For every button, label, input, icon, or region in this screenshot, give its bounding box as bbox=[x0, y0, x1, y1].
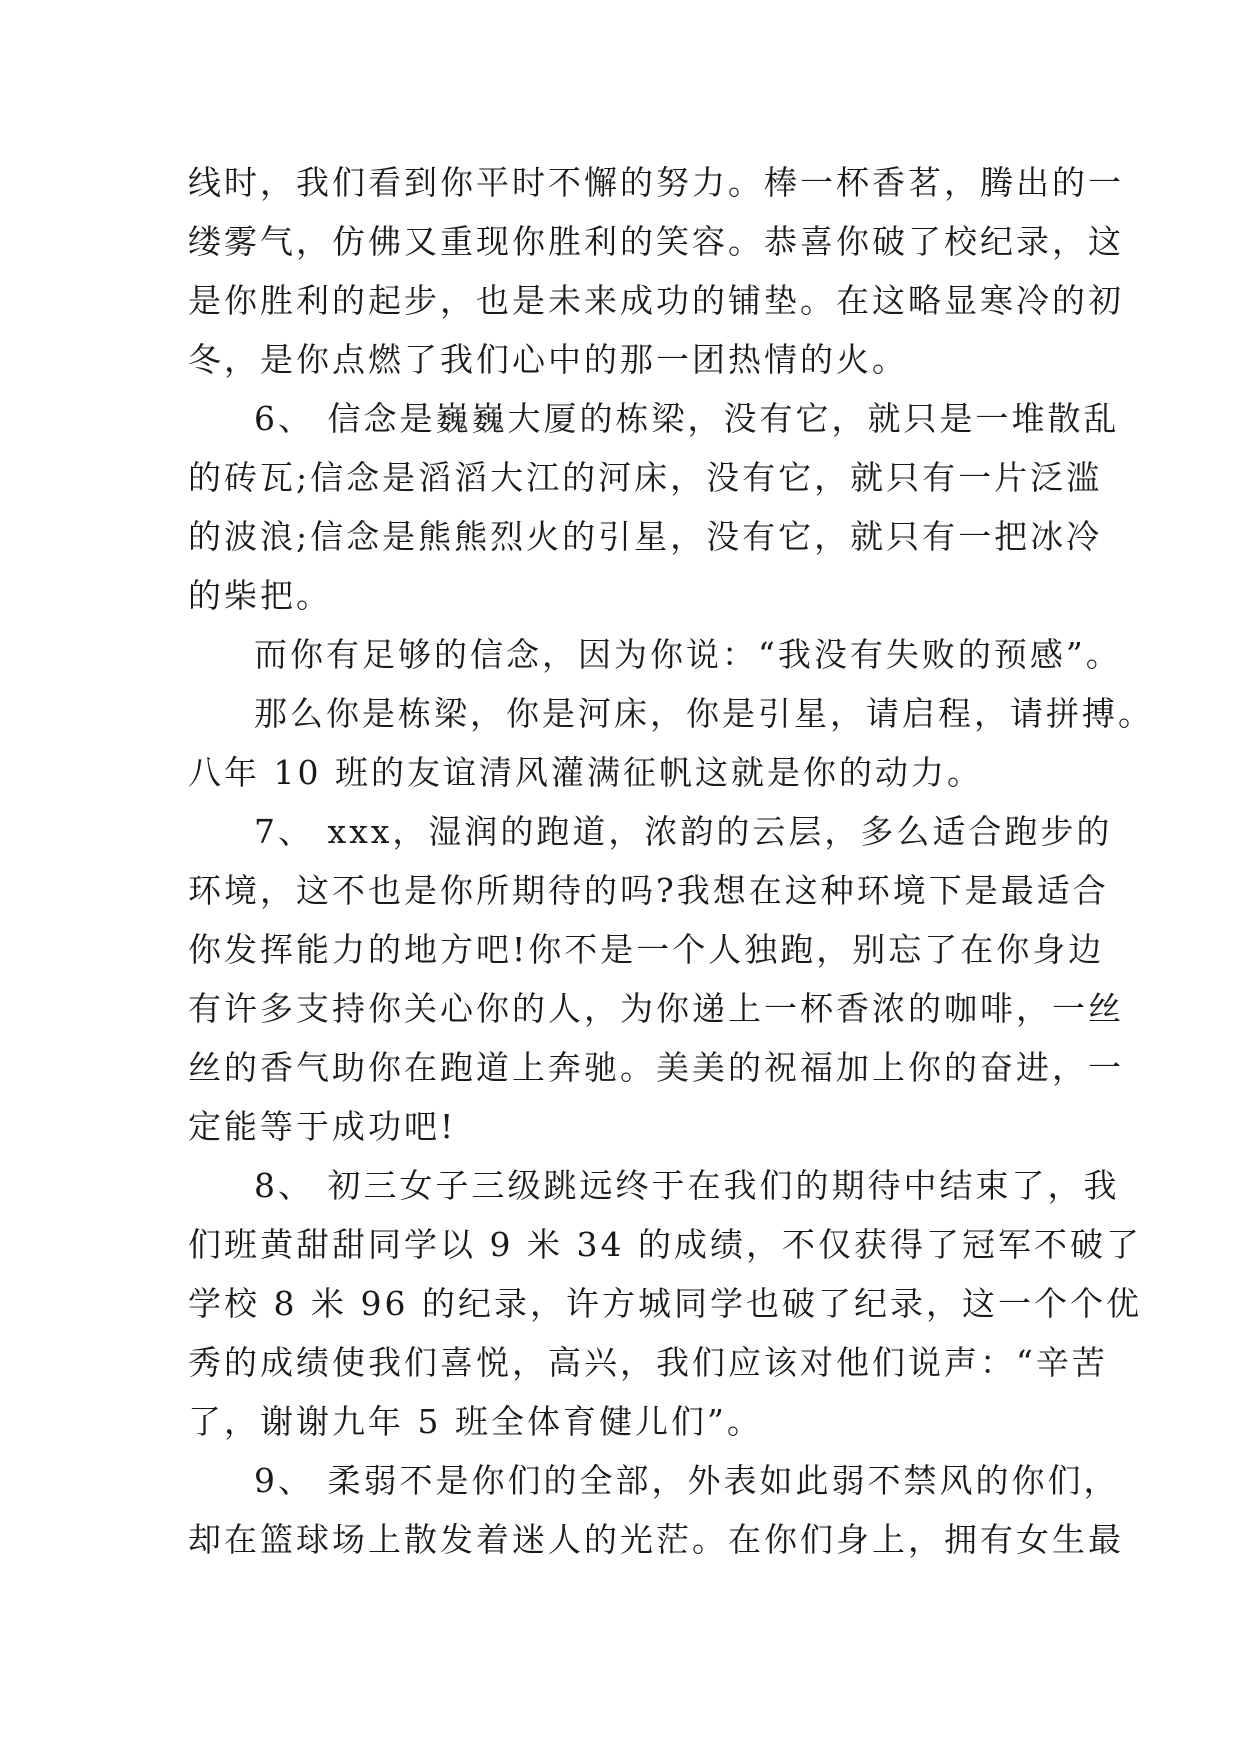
text-line: 你发挥能力的地方吧!你不是一个人独跑，别忘了在你身边 bbox=[188, 930, 1105, 969]
text-line: 而你有足够的信念，因为你说：“我没有失败的预感”。 bbox=[254, 635, 1122, 674]
paragraph-7 bbox=[188, 802, 1124, 1156]
text-line: 线时，我们看到你平时不懈的努力。棒一杯香茗，腾出的一 bbox=[188, 163, 1124, 202]
text-line: 定能等于成功吧! bbox=[188, 1107, 457, 1146]
text-line: 八年 10 班的友谊清风灌满征帆这就是你的动力。 bbox=[188, 753, 983, 792]
text-line: 9、 柔弱不是你们的全部，外表如此弱不禁风的你们， bbox=[254, 1461, 1120, 1500]
text-line: 学校 8 米 96 的纪录，许方城同学也破了纪录，这一个个优 bbox=[188, 1284, 1142, 1323]
text-line: 们班黄甜甜同学以 9 米 34 的成绩，不仅获得了冠军不破了 bbox=[188, 1225, 1142, 1264]
text-line: 有许多支持你关心你的人，为你递上一杯香浓的咖啡，一丝 bbox=[188, 989, 1124, 1028]
text-line: 了，谢谢九年 5 班全体育健儿们”。 bbox=[188, 1402, 763, 1441]
paragraph-8 bbox=[188, 1156, 1142, 1451]
text-line: 环境，这不也是你所期待的吗?我想在这种环境下是最适合 bbox=[188, 871, 1109, 910]
paragraph-1 bbox=[188, 153, 1124, 389]
text-line: 的砖瓦;信念是滔滔大江的河床，没有它，就只有一片泛滥 bbox=[188, 458, 1103, 497]
text-line: 6、 信念是巍巍大厦的栋梁，没有它，就只是一堆散乱 bbox=[254, 399, 1120, 438]
text-line: 是你胜利的起步，也是未来成功的铺垫。在这略显寒冷的初 bbox=[188, 281, 1124, 320]
text-line: 却在篮球场上散发着迷人的光茫。在你们身上，拥有女生最 bbox=[188, 1520, 1124, 1559]
text-line: 的柴把。 bbox=[188, 576, 332, 615]
paragraph-6 bbox=[188, 389, 1120, 625]
text-line: 8、 初三女子三级跳远终于在我们的期待中结束了，我 bbox=[254, 1166, 1120, 1205]
text-line: 丝的香气助你在跑道上奔驰。美美的祝福加上你的奋进，一 bbox=[188, 1048, 1124, 1087]
text-line: 的波浪;信念是熊熊烈火的引星，没有它，就只有一把冰冷 bbox=[188, 517, 1103, 556]
text-line: 缕雾气，仿佛又重现你胜利的笑容。恭喜你破了校纪录，这 bbox=[188, 222, 1124, 261]
text-line: 秀的成绩使我们喜悦，高兴，我们应该对他们说声：“辛苦 bbox=[188, 1343, 1108, 1382]
document-body bbox=[188, 153, 1154, 1569]
paragraph-belief bbox=[188, 625, 1122, 684]
text-line: 7、 xxx，湿润的跑道，浓韵的云层，多么适合跑步的 bbox=[254, 812, 1113, 851]
paragraph-9 bbox=[188, 1451, 1124, 1569]
text-line: 那么你是栋梁，你是河床，你是引星，请启程，请拼搏。 bbox=[254, 694, 1154, 733]
text-line: 冬，是你点燃了我们心中的那一团热情的火。 bbox=[188, 340, 908, 379]
paragraph-pillar bbox=[188, 684, 1154, 802]
